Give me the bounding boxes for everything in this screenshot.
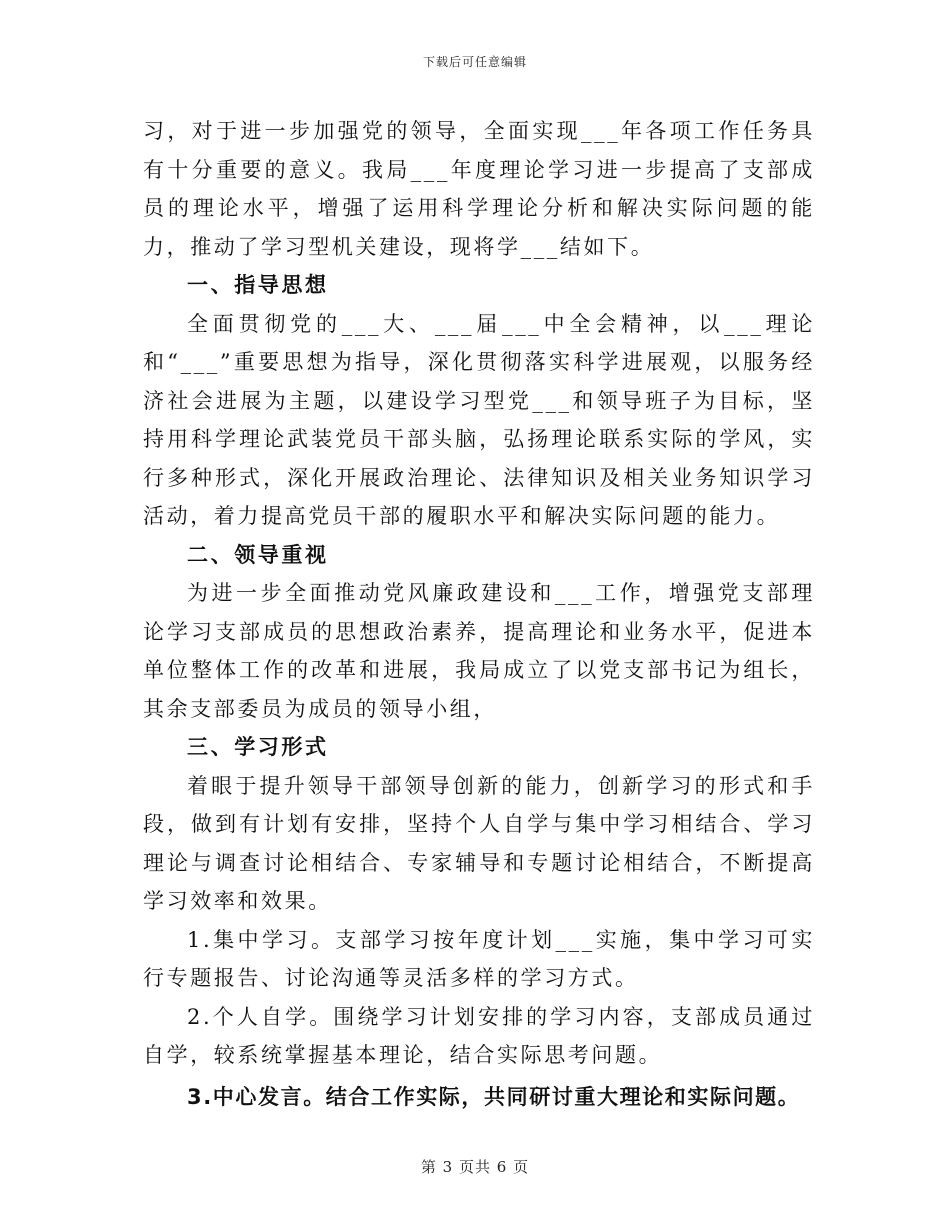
leadership-paragraph: 为进一步全面推动党风廉政建设和___工作，增强党支部理论学习支部成员的思想政治素养，提高理论和业务水平，促进本单位整体工作的改革和进展，我局成立了以党支部书记为组长，其余支部委员为成员的领导小组，	[143, 581, 815, 721]
section-heading-guiding-ideology: 一、指导思想	[187, 273, 329, 297]
page-footer: 第 3 页共 6 页	[420, 1158, 530, 1176]
study-forms-paragraph: 着眼于提升领导干部领导创新的能力，创新学习的形式和手段，做到有计划有安排，坚持个人自学与集中学习相结合、学习理论与调查讨论相结合、专家辅导和专题讨论相结合，不断提高学习效率和效果。	[143, 773, 815, 913]
section-heading-leadership: 二、领导重视	[187, 542, 329, 567]
list-item-self-study: 2.个人自学。围绕学习计划安排的学习内容，支部成员通过自学，较系统掌握基本理论，结合实际思考问题。	[143, 1004, 815, 1067]
intro-paragraph: 习，对于进一步加强党的领导，全面实现___年各项工作任务具有十分重要的意义。我局___年度理论学习进一步提高了支部成员的理论水平，增强了运用科学理论分析和解决实际问题的能力，推动了学习型机关建设，现将学___结如下。	[143, 119, 815, 259]
page-header: 下载后可任意编辑	[422, 55, 527, 69]
guiding-ideology-paragraph: 全面贯彻党的___大、___届___中全会精神，以___理论和“___”重要思想为指导，深化贯彻落实科学进展观，以服务经济社会进展为主题，以建设学习型党___和领导班子为目标，坚持用科学理论武装党员干部头脑，弘扬理论联系实际的学风，实行多种形式，深化开展政治理论、法律知识及相关业务知识学习活动，着力提高党员干部的履职水平和解决实际问题的能力。	[143, 311, 815, 528]
list-item-collective-study: 1.集中学习。支部学习按年度计划___实施，集中学习可实行专题报告、讨论沟通等灵活多样的学习方式。	[143, 927, 815, 990]
list-item-keynote-speech: 3.中心发言。结合工作实际，共同研讨重大理论和实际问题。	[187, 1084, 801, 1109]
document-body	[143, 112, 815, 1119]
section-heading-study-forms: 三、学习形式	[187, 735, 329, 759]
